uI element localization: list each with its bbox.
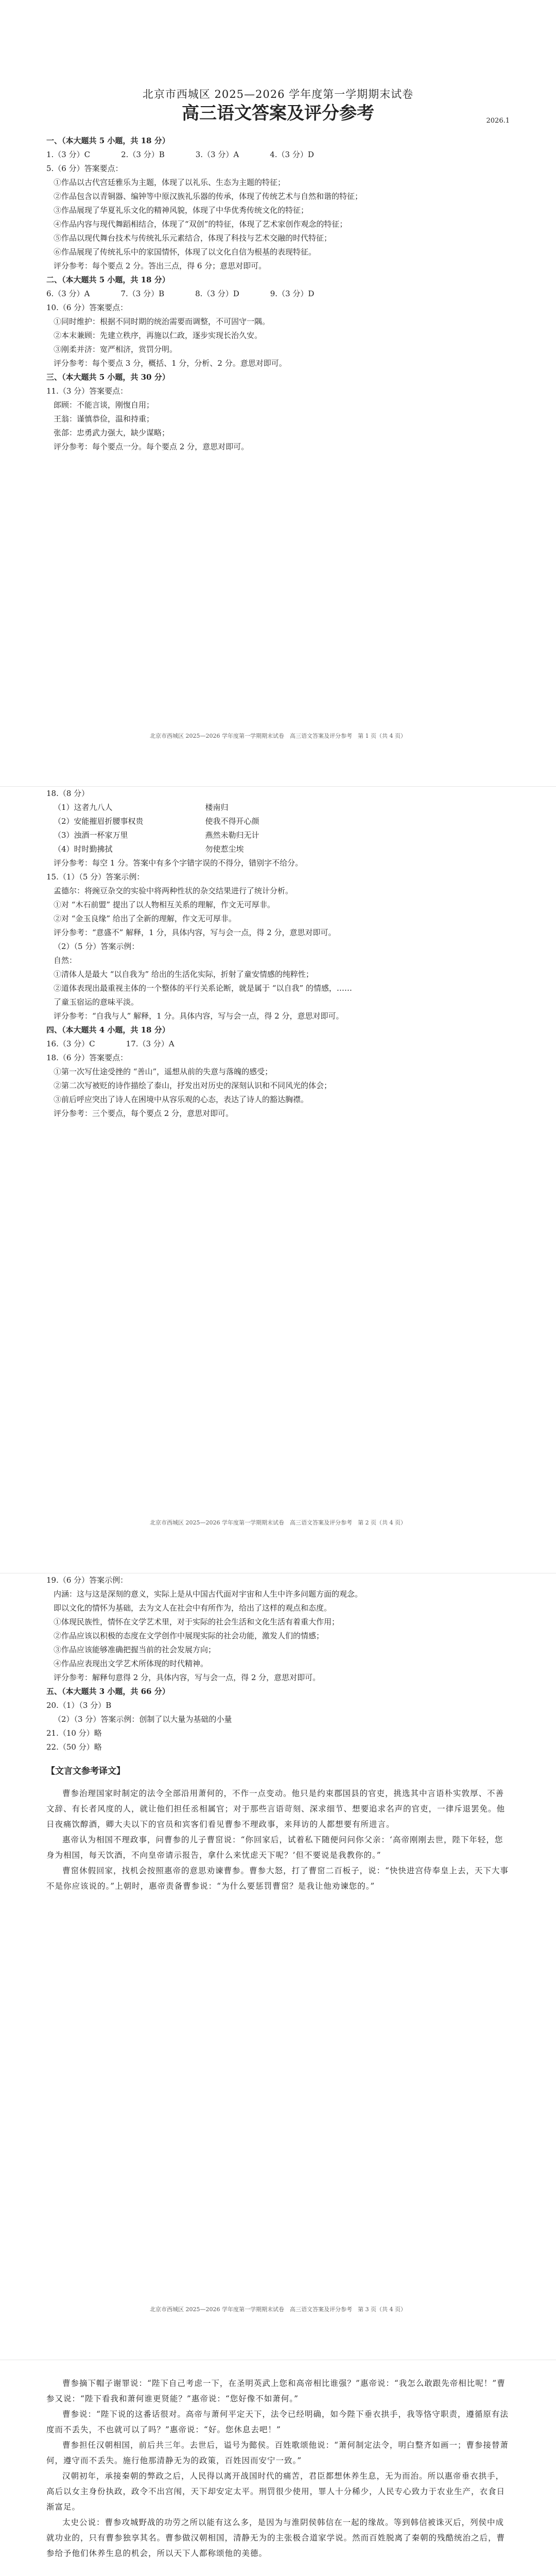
answer-line: 评分参考：每个要点 3 分，概括、1 分，分析、2 分。意思对即可。 [54, 359, 287, 368]
translation-paragraphs-cont [46, 2376, 510, 2561]
answer-line: ⑥作品展现了传统礼乐中的家国情怀，体现了以文化自信为根基的表现特征。 [54, 247, 317, 257]
translation-paragraph: 曹参治理国家时制定的法令全部沿用萧何的，不作一点变动。他只是约束郡国县的官吏，挑选其中言语朴实敦厚、不善文辞、有长者风度的人，就让他们担任丞相属官；对于那些言语苛刻、深求细节、想要追求名声的官吏，一律斥退罢免。他日夜痛饮醇酒，卿大夫以下的官员和宾客们看见曹参不理政事，来拜访的人都想要有所进言。 [46, 1789, 506, 1829]
answer-line: （2）（5 分）答案示例： [54, 942, 140, 951]
answer-line: （2）安能摧眉折腰事权贵 使我不得开心颜 [54, 817, 259, 826]
answer-line: 16.（3 分）C 17.（3 分）A [46, 1039, 175, 1048]
answer-line: 18.（6 分）答案要点： [46, 1053, 128, 1062]
answer-line: 王翁：谨慎恭俭，温和持重； [54, 414, 154, 423]
answer-line: 评分参考：解释句意得 2 分，具体内容，写与会一点，得 2 分，意思对即可。 [54, 1673, 321, 1682]
doc-date: 2026.1 [486, 117, 510, 125]
translation-paragraphs [46, 1786, 510, 1894]
page-3-content [46, 1573, 510, 1894]
translation-paragraph: 曹参担任汉朝相国，前后共三年。去世后，谥号为懿侯。百姓歌颂他说：“萧何制定法令，明白整齐如画一；曹参接替萧何，遵守而不丢失。施行他那清静无为的政策，百姓因而安宁一致。” [46, 2441, 509, 2465]
answer-line: ②第二次写被贬的诗作描绘了泰山，抒发出对历史的深刻认识和不同风光的体会； [54, 1081, 332, 1090]
answer-line: （3）浊酒一杯家万里 燕然未勒归无计 [54, 831, 259, 840]
answer-line: ⑤作品以现代舞台技术与传统礼乐元素结合，体现了科技与艺术交融的时代特征； [54, 233, 332, 243]
page-1 [0, 0, 556, 786]
page-1-answers [46, 134, 510, 454]
answer-line: ①第一次写仕途受挫的 “善山”，遥想从前的失意与落魄的感受； [54, 1067, 273, 1076]
answer-line: ①同时维护：根据不同时期的统治需要而调整，不可固守一隅。 [54, 317, 270, 326]
answer-line: 评分参考：三个要点，每个要点 2 分，意思对即可。 [54, 1109, 234, 1118]
doc-subtitle [46, 103, 510, 125]
section-heading: 三、（本大题共 5 小题，共 30 分） [46, 372, 170, 382]
section-heading: 二、（本大题共 5 小题，共 18 分） [46, 275, 170, 284]
answer-line: 自然： [54, 956, 77, 965]
answer-line: 郎顾：不能言谈，刚愎自用； [54, 400, 154, 410]
translation-paragraph: 曹窋休假回家，找机会按照惠帝的意思劝谏曹参。曹参大怒，打了曹窋二百板子，说：“快快进宫侍奉皇上去，天下大事不是你应该说的。”上朝时，惠帝责备曹参说：“为什么要惩罚曹窋？是我让他劝谏您的。” [46, 1866, 509, 1891]
translation-paragraph: 太史公说：曹参攻城野战的功劳之所以能有这么多，是因为与淮阴侯韩信在一起的缘故。等到韩信被诛灭后，列侯中成就功业的，只有曹参独享其名。曹参做汉朝相国，清静无为的主张极合道家学说。然而百姓脱离了秦朝的残酷统治之后，曹参给予他们休养生息的机会，所以天下人都称颂他的美德。 [46, 2518, 506, 2558]
answer-line: 即以文化的情怀为基础，去为文人在社会中有所作为，给出了这样的观点和态度。 [54, 1603, 332, 1613]
answer-line: ③刚柔并济：宽严相济，赏罚分明。 [54, 345, 178, 354]
page-4-content [46, 2376, 510, 2561]
answer-line: 5.（6 分）答案要点： [46, 164, 123, 173]
translation-paragraph: 曹参说：“陛下说的这番话很对。高帝与萧何平定天下，法令已经明确，如今陛下垂衣拱手，我等恪守职责，遵循原有法度而不丢失，不也就可以了吗？”惠帝说：“好。您休息去吧！” [46, 2410, 509, 2434]
page-4 [0, 2360, 556, 2576]
answer-line: 1.（3 分）C 2.（3 分）B 3.（3 分）A 4.（3 分）D [46, 150, 314, 159]
answer-line: 评分参考：“自我与人” 解释，1 分。具体内容，写与会一点，得 2 分，意思对即可。 [54, 1011, 344, 1021]
page-1-content [46, 31, 510, 454]
page-3 [0, 1573, 556, 2360]
answer-line: 6.（3 分）A 7.（3 分）B 8.（3 分）D 9.（3 分）D [46, 289, 315, 298]
answer-line: 张郃：忠勇武力强大，缺少谋略； [54, 428, 170, 437]
answer-line: 19.（6 分）答案示例： [46, 1575, 128, 1585]
answer-line: ①作品以古代宫廷雅乐为主题，体现了以礼乐、生态为主题的特征； [54, 178, 286, 187]
answer-line: ②本末兼顾：先建立秩序，再施以仁政，逐步实现长治久安。 [54, 331, 263, 340]
answer-line: 20.（1）（3 分）B [46, 1701, 112, 1710]
answer-line: 10.（6 分）答案要点： [46, 303, 128, 312]
answer-line: 22.（50 分）略 [46, 1742, 102, 1752]
answer-line: 评分参考：每空 1 分。答案中有多个字错字误的不得分，错别字不给分。 [54, 858, 303, 868]
answer-line: 15.（1）（5 分）答案示例： [46, 872, 145, 882]
answer-line: 评分参考：每个要点一分。每个要点 2 分，意思对即可。 [54, 442, 249, 451]
page-2-content [46, 787, 510, 1121]
answer-line: （1）这者九八人 楼南归 [54, 803, 229, 812]
answer-line: ②道体表现出最重视主体的一个整体的平行关系论断，就是属于 “以自我” 的情感，…… [54, 984, 352, 993]
answer-line: 内涵：这与这是深刻的意义，实际上是从中国古代面对宇宙和人生中许多问题方面的观念。 [54, 1589, 363, 1599]
answer-line: ③作品应该能够准确把握当前的社会发展方向； [54, 1645, 216, 1654]
exam-title: 北京市西城区 2025—2026 学年度第一学期期末试卷 [142, 88, 414, 100]
answer-line: ①清体人是最大 “以自我为” 给出的生活化实际，折射了童安情感的纯粹性； [54, 970, 314, 979]
section-heading: 五、（本大题共 3 小题，共 66 分） [46, 1687, 170, 1696]
answer-line: 18.（8 分） [46, 789, 90, 798]
translation-paragraph: 汉朝初年，承接秦朝的弊政之后，人民得以离开战国时代的痛苦，君臣都想休养生息，无为而治。所以惠帝垂衣拱手，高后以女主身份执政，政令不出宫闱，天下却安定太平。刑罚很少使用，罪人十分稀少，人民专心致力于农业生产，衣食日渐富足。 [46, 2471, 506, 2512]
page-footer-1: 北京市西城区 2025—2026 学年度第一学期期末试卷 高三语文答案及评分参考 第 1 页（共 4 页） [150, 733, 406, 739]
answer-line: ②作品包含以青铜器、编钟等中原汉族礼乐器的传承，体现了传统艺术与自然和谐的特征； [54, 192, 363, 201]
answer-line: 评分参考：“意盛不” 解释，1 分，具体内容，写与会一点，得 2 分，意思对即可。 [54, 928, 336, 937]
answer-line: ①对 “木石前盟” 提出了以人物相互关系的理解，作文无可厚非。 [54, 900, 275, 909]
answer-line: 11.（3 分）答案要点： [46, 386, 128, 396]
page-2 [0, 787, 556, 1573]
answer-line: 21.（10 分）略 [46, 1728, 102, 1738]
page-2-answers [46, 787, 510, 1121]
translation-paragraph: 惠帝认为相国不理政事，问曹参的儿子曹窋说：“你回家后，试着私下随便问问你父亲：‘高帝刚刚去世，陛下年轻，您身为相国，每天饮酒，不向皇帝请示报告，拿什么来忧虑天下呢？’但不要说是我教你的。” [46, 1835, 503, 1860]
page-3-answers [46, 1573, 510, 1754]
doc-subtitle-text: 高三语文答案及评分参考 [182, 103, 374, 124]
answer-line: 孟德尔：将豌豆杂交的实验中将两种性状的杂交结果进行了统计分析。 [54, 886, 293, 895]
translation-heading: 【文言文参考译文】 [46, 1766, 125, 1776]
answer-line: （4）时时勤拂拭 勿使惹尘埃 [54, 844, 244, 854]
translation-paragraph: 曹参摘下帽子谢罪说：“陛下自己考虑一下，在圣明英武上您和高帝相比谁强？”惠帝说：“我怎么敢跟先帝相比呢！”曹参又说：“陛下看我和萧何谁更贤能？”惠帝说：“您好像不如萧何。” [46, 2379, 506, 2403]
answer-line: ④作品内容与现代舞蹈相结合，体现了“双创”的特征，体现了艺术家创作观念的特征； [54, 219, 348, 229]
section-heading: 一、（本大题共 5 小题，共 18 分） [46, 136, 170, 145]
answer-line: ③作品展现了华夏礼乐文化的精神风貌，体现了中华优秀传统文化的特征； [54, 206, 309, 215]
answer-line: ①体现民族性，情怀在文学艺术里，对于实际的社会生活和文化生活有着重大作用； [54, 1617, 340, 1626]
section-heading: 四、（本大题共 4 小题，共 18 分） [46, 1025, 170, 1035]
page-footer-2: 北京市西城区 2025—2026 学年度第一学期期末试卷 高三语文答案及评分参考 第 2 页（共 4 页） [150, 1519, 406, 1526]
answer-line: ④作品应表现出文学艺术所体现的时代精神。 [54, 1659, 208, 1668]
answer-line: 了童玉宿运的意味平淡。 [54, 997, 139, 1007]
answer-line: 评分参考：每个要点 2 分。答出三点，得 6 分；意思对即可。 [54, 261, 267, 270]
answer-line: ②对 “金玉良缘” 给出了全新的理解，作文无可厚非。 [54, 914, 236, 923]
answer-line: ③前后呼应突出了诗人在困境中从容乐观的心态，表达了诗人的豁达胸襟。 [54, 1095, 309, 1104]
answer-line: ②作品应该以积极的态度在文学创作中展现实际的社会功能，激发人们的情感； [54, 1631, 324, 1640]
page-footer-3: 北京市西城区 2025—2026 学年度第一学期期末试卷 高三语文答案及评分参考 第 3 页（共 4 页） [150, 2306, 406, 2313]
answer-line: （2）（3 分）答案示例：创制了以大量为基础的小量 [54, 1715, 232, 1724]
